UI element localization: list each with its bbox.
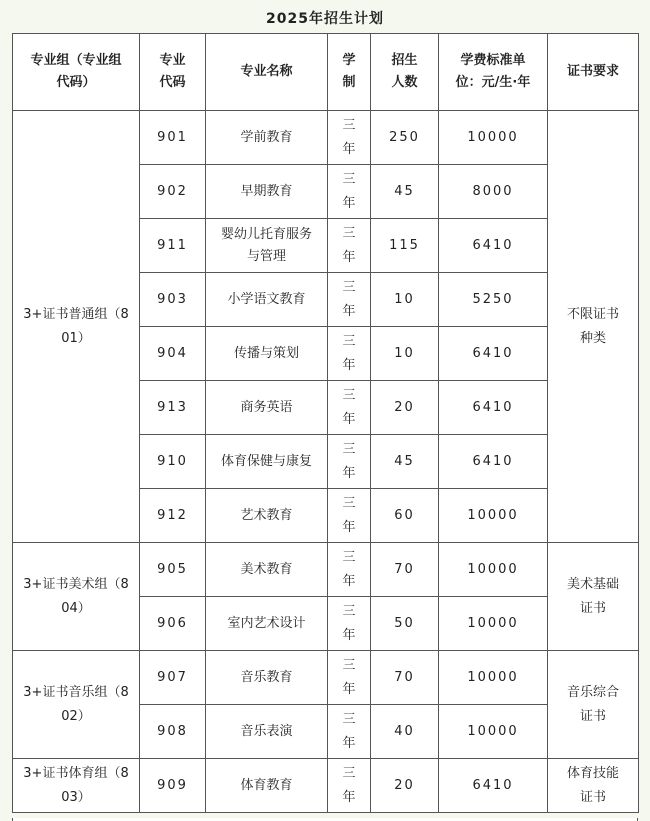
major-code: 910 xyxy=(140,435,206,489)
tuition-fee: 10000 xyxy=(439,489,548,543)
enrollment-quota: 115 xyxy=(371,219,439,273)
enrollment-quota: 40 xyxy=(371,705,439,759)
tuition-fee: 6410 xyxy=(439,381,548,435)
major-name: 商务英语 xyxy=(206,381,328,435)
enrollment-quota: 250 xyxy=(371,111,439,165)
group-label: 3+证书普通组（801） xyxy=(13,111,140,543)
study-years: 三年 xyxy=(328,219,371,273)
enrollment-quota: 70 xyxy=(371,543,439,597)
tuition-fee: 10000 xyxy=(439,543,548,597)
major-code: 913 xyxy=(140,381,206,435)
certificate-requirement: 不限证书种类 xyxy=(548,111,639,543)
tuition-fee: 6410 xyxy=(439,435,548,489)
major-code: 904 xyxy=(140,327,206,381)
study-years: 三年 xyxy=(328,435,371,489)
major-code: 908 xyxy=(140,705,206,759)
group-label: 3+证书音乐组（802） xyxy=(13,651,140,759)
enrollment-quota: 10 xyxy=(371,273,439,327)
major-code: 906 xyxy=(140,597,206,651)
study-years: 三年 xyxy=(328,489,371,543)
major-code: 903 xyxy=(140,273,206,327)
major-code: 902 xyxy=(140,165,206,219)
table-row xyxy=(13,651,639,705)
major-name: 学前教育 xyxy=(206,111,328,165)
major-name: 室内艺术设计 xyxy=(206,597,328,651)
tuition-fee: 10000 xyxy=(439,597,548,651)
study-years: 三年 xyxy=(328,273,371,327)
major-name: 小学语文教育 xyxy=(206,273,328,327)
header-group: 专业组（专业组代码） xyxy=(13,34,140,111)
header-years: 学制 xyxy=(328,34,371,111)
major-code: 911 xyxy=(140,219,206,273)
enrollment-quota: 45 xyxy=(371,435,439,489)
table-row xyxy=(13,111,639,165)
major-code: 912 xyxy=(140,489,206,543)
tuition-fee: 8000 xyxy=(439,165,548,219)
certificate-requirement: 体育技能证书 xyxy=(548,759,639,813)
header-cert: 证书要求 xyxy=(548,34,639,111)
certificate-requirement: 音乐综合证书 xyxy=(548,651,639,759)
enrollment-quota: 45 xyxy=(371,165,439,219)
major-name: 早期教育 xyxy=(206,165,328,219)
header-code: 专业代码 xyxy=(140,34,206,111)
enrollment-quota: 50 xyxy=(371,597,439,651)
major-code: 909 xyxy=(140,759,206,813)
major-name: 婴幼儿托育服务与管理 xyxy=(206,219,328,273)
enrollment-plan-table xyxy=(12,33,639,813)
major-code: 905 xyxy=(140,543,206,597)
header-row xyxy=(13,34,639,111)
major-name: 艺术教育 xyxy=(206,489,328,543)
tuition-fee: 10000 xyxy=(439,111,548,165)
table-title: 2025年招生计划 xyxy=(266,11,384,27)
study-years: 三年 xyxy=(328,381,371,435)
major-name: 音乐教育 xyxy=(206,651,328,705)
major-name: 体育教育 xyxy=(206,759,328,813)
tuition-fee: 6410 xyxy=(439,219,548,273)
header-name: 专业名称 xyxy=(206,34,328,111)
major-name: 传播与策划 xyxy=(206,327,328,381)
enrollment-quota: 20 xyxy=(371,759,439,813)
header-fee: 学费标准单位：元/生·年 xyxy=(439,34,548,111)
enrollment-quota: 70 xyxy=(371,651,439,705)
study-years: 三年 xyxy=(328,705,371,759)
tuition-fee: 10000 xyxy=(439,651,548,705)
study-years: 三年 xyxy=(328,543,371,597)
tuition-fee: 6410 xyxy=(439,759,548,813)
tuition-fee: 5250 xyxy=(439,273,548,327)
study-years: 三年 xyxy=(328,759,371,813)
enrollment-quota: 10 xyxy=(371,327,439,381)
major-code: 907 xyxy=(140,651,206,705)
major-name: 体育保健与康复 xyxy=(206,435,328,489)
enrollment-quota: 20 xyxy=(371,381,439,435)
enrollment-quota: 60 xyxy=(371,489,439,543)
major-name: 美术教育 xyxy=(206,543,328,597)
table-row xyxy=(13,759,639,813)
major-code: 901 xyxy=(140,111,206,165)
group-label: 3+证书美术组（804） xyxy=(13,543,140,651)
tuition-fee: 6410 xyxy=(439,327,548,381)
group-label: 3+证书体育组（803） xyxy=(13,759,140,813)
study-years: 三年 xyxy=(328,651,371,705)
table-body xyxy=(13,111,639,813)
study-years: 三年 xyxy=(328,597,371,651)
study-years: 三年 xyxy=(328,111,371,165)
tuition-fee: 10000 xyxy=(439,705,548,759)
header-quota: 招生人数 xyxy=(371,34,439,111)
study-years: 三年 xyxy=(328,165,371,219)
certificate-requirement: 美术基础证书 xyxy=(548,543,639,651)
major-name: 音乐表演 xyxy=(206,705,328,759)
table-row xyxy=(13,543,639,597)
study-years: 三年 xyxy=(328,327,371,381)
